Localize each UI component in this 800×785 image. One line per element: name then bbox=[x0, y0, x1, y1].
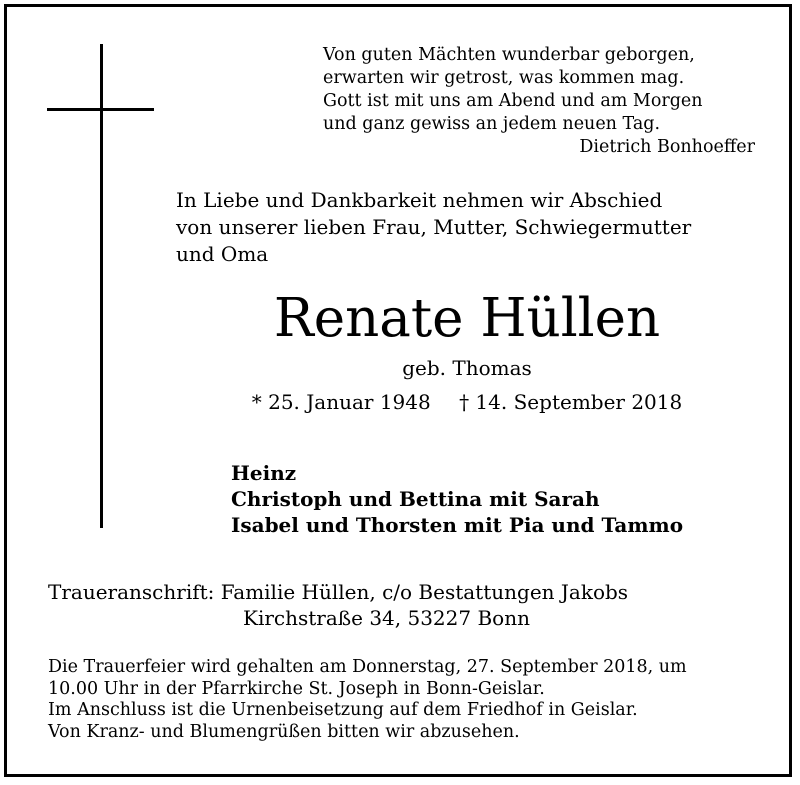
cross-horizontal-bar bbox=[47, 108, 154, 111]
address-line: Traueranschrift: Familie Hüllen, c/o Bestattungen Jakobs bbox=[48, 580, 629, 604]
mourning-family bbox=[231, 460, 683, 538]
notice-line: 10.00 Uhr in der Pfarrkirche St. Joseph in Bonn-Geislar. bbox=[48, 678, 545, 699]
intro-line: In Liebe und Dankbarkeit nehmen wir Abschied bbox=[176, 188, 663, 212]
notice-line: Die Trauerfeier wird gehalten am Donnerstag, 27. September 2018, um bbox=[48, 657, 687, 677]
poem-line: erwarten wir getrost, was kommen mag. bbox=[323, 68, 685, 88]
mourning-address bbox=[48, 579, 628, 631]
poem-line: Von guten Mächten wunderbar geborgen, bbox=[323, 45, 695, 65]
address-street: Kirchstraße 34, 53227 Bonn bbox=[243, 606, 530, 630]
poem-line: Gott ist mit uns am Abend und am Morgen bbox=[323, 91, 703, 111]
intro-line: von unserer lieben Frau, Mutter, Schwiegermutter bbox=[176, 215, 692, 239]
poem-quote bbox=[323, 44, 755, 159]
notice-line: Im Anschluss ist die Urnenbeisetzung auf dem Friedhof in Geislar. bbox=[48, 700, 638, 720]
obituary-frame bbox=[4, 4, 792, 777]
funeral-notice bbox=[48, 657, 768, 743]
intro-line: und Oma bbox=[176, 242, 269, 266]
death-date: † 14. September 2018 bbox=[459, 390, 683, 414]
life-dates bbox=[167, 387, 767, 417]
farewell-intro bbox=[176, 187, 761, 268]
cross-vertical-bar bbox=[100, 44, 103, 528]
family-line: Heinz bbox=[231, 461, 297, 485]
family-line: Christoph und Bettina mit Sarah bbox=[231, 487, 600, 511]
deceased-name: Renate Hüllen bbox=[273, 288, 661, 349]
birth-date: * 25. Januar 1948 bbox=[251, 390, 431, 414]
notice-line: Von Kranz- und Blumengrüßen bitten wir abzusehen. bbox=[48, 721, 520, 742]
poem-author: Dietrich Bonhoeffer bbox=[579, 137, 755, 157]
poem-line: und ganz gewiss an jedem neuen Tag. bbox=[323, 114, 661, 134]
family-line: Isabel und Thorsten mit Pia und Tammo bbox=[231, 513, 684, 537]
deceased-birth-name: geb. Thomas bbox=[402, 356, 532, 380]
